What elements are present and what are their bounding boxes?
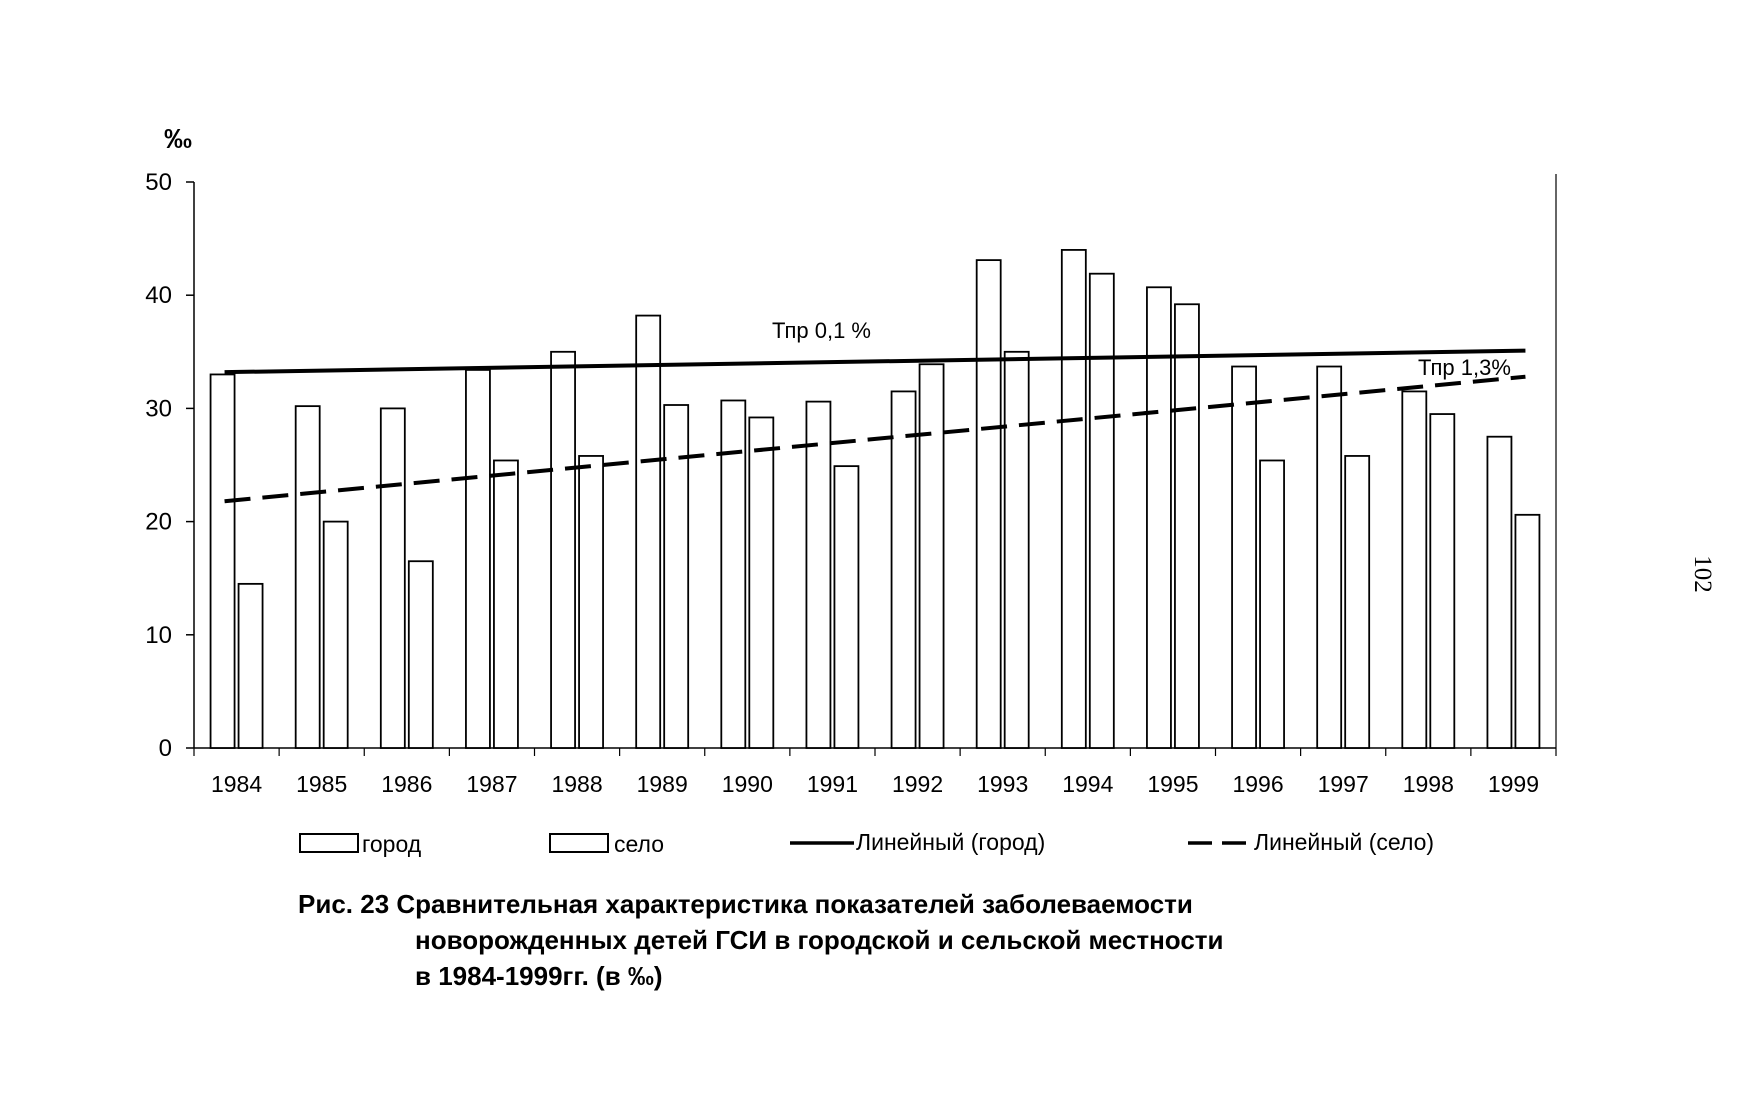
y-axis-unit-label: ‰	[164, 123, 192, 154]
x-label-1984: 1984	[210, 771, 263, 797]
trend-label-rural: Тпр 1,3%	[1418, 355, 1511, 380]
x-label-1990: 1990	[721, 771, 773, 797]
legend-swatch-city	[300, 834, 358, 852]
bar-city-1999	[1487, 437, 1511, 748]
bar-rural-1991	[834, 466, 858, 748]
x-label-1995: 1995	[1147, 771, 1199, 797]
x-label-1989: 1989	[636, 771, 688, 797]
x-label-1992: 1992	[891, 771, 944, 797]
y-axis-ticks	[145, 169, 194, 762]
bar-city-1992	[892, 391, 916, 748]
legend-swatch-rural	[550, 834, 608, 852]
x-label-1985: 1985	[296, 771, 348, 797]
y-tick-label-30: 30	[145, 395, 172, 423]
bar-city-1997	[1317, 367, 1341, 748]
bar-rural-1995	[1175, 304, 1199, 748]
x-label-1986: 1986	[381, 771, 433, 797]
bar-city-1998	[1402, 391, 1426, 748]
bar-city-1989	[636, 316, 660, 748]
bar-rural-1986	[409, 561, 433, 748]
bar-rural-1987	[494, 460, 518, 748]
x-label-1993: 1993	[977, 771, 1029, 797]
bar-rural-1992	[920, 364, 944, 748]
x-label-1991: 1991	[806, 771, 859, 797]
bar-rural-1996	[1260, 460, 1284, 748]
bar-city-1985	[296, 406, 320, 748]
x-label-1988: 1988	[551, 771, 603, 797]
x-axis-labels	[211, 771, 1539, 797]
y-tick-label-0: 0	[158, 735, 172, 762]
y-tick-label-50: 50	[145, 169, 172, 196]
x-label-1997: 1997	[1317, 771, 1369, 797]
caption-line-3: в 1984-1999гг. (в ‰)	[415, 961, 663, 991]
bar-city-1994	[1062, 250, 1086, 748]
x-label-1996: 1996	[1232, 771, 1284, 797]
bar-city-1993	[977, 260, 1001, 748]
y-tick-label-40: 40	[145, 282, 172, 310]
bars	[211, 250, 1540, 748]
y-tick-label-10: 10	[145, 621, 172, 649]
legend-label-city-trend: Линейный (город)	[856, 829, 1046, 855]
bar-city-1988	[551, 352, 575, 748]
caption-line-1: Рис. 23 Сравнительная характеристика показателей заболеваемости	[298, 889, 1193, 919]
bar-city-1991	[806, 402, 830, 748]
bar-rural-1998	[1430, 414, 1454, 748]
bar-rural-1994	[1090, 274, 1114, 748]
bar-city-1996	[1232, 367, 1256, 748]
bar-rural-1997	[1345, 456, 1369, 748]
page-number: 102	[1688, 555, 1716, 593]
caption-line-2: новорожденных детей ГСИ в городской и сельской местности	[415, 925, 1224, 955]
bar-city-1984	[211, 374, 235, 748]
bar-rural-1999	[1515, 515, 1539, 748]
bar-rural-1993	[1005, 352, 1029, 748]
bar-rural-1990	[749, 417, 773, 748]
x-label-1998: 1998	[1402, 771, 1454, 797]
bar-city-1987	[466, 370, 490, 748]
legend-label-rural-trend: Линейный (село)	[1254, 829, 1435, 855]
trend-label-city: Тпр 0,1 %	[772, 318, 871, 343]
legend	[300, 829, 1434, 857]
bar-rural-1985	[324, 522, 348, 748]
x-label-1999: 1999	[1487, 771, 1540, 797]
legend-label-city: город	[362, 831, 422, 857]
x-label-1987: 1987	[466, 771, 518, 797]
legend-label-rural: село	[614, 831, 664, 857]
bar-rural-1988	[579, 456, 603, 748]
figure-caption	[298, 886, 1224, 994]
y-tick-label-20: 20	[145, 508, 172, 536]
bar-city-1986	[381, 408, 405, 748]
x-label-1994: 1994	[1062, 771, 1114, 797]
bar-rural-1984	[239, 584, 263, 748]
